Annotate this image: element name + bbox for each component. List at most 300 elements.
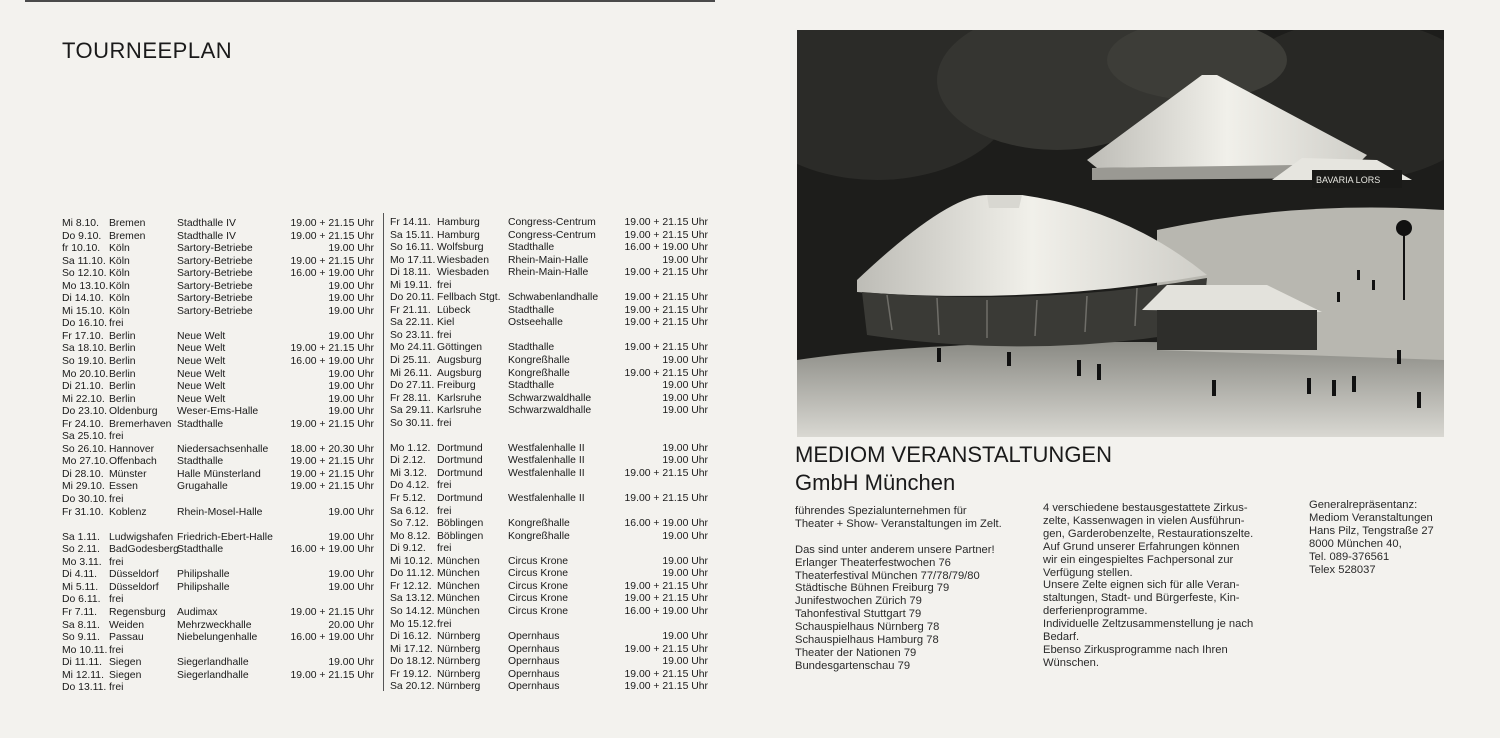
circus-tent-photo — [797, 30, 1444, 437]
schedule-time: 19.00 Uhr — [328, 569, 374, 581]
schedule-row — [62, 620, 374, 633]
schedule-date: Mi 8.10. — [62, 218, 99, 229]
schedule-date: Sa 6.12. — [390, 505, 429, 517]
schedule-time: 19.00 Uhr — [662, 656, 708, 668]
schedule-row — [62, 281, 374, 294]
schedule-venue: Westfalenhalle II — [508, 455, 585, 467]
schedule-time: 19.00 Uhr — [662, 530, 708, 542]
schedule-date: Mo 17.11. — [390, 254, 436, 266]
schedule-venue: Schwarzwaldhalle — [508, 392, 592, 404]
schedule-row — [390, 493, 708, 506]
schedule-city: frei — [109, 682, 124, 694]
schedule-row — [62, 569, 374, 582]
schedule-city: Oldenburg — [109, 406, 158, 418]
schedule-time: 19.00 + 21.15 Uhr — [624, 304, 708, 316]
schedule-gap — [390, 430, 708, 443]
schedule-row — [62, 469, 374, 482]
company-name-line2: GmbH München — [795, 470, 956, 495]
contact-line: Mediom Veranstaltungen — [1309, 511, 1433, 524]
schedule-date: Sa 20.12. — [390, 681, 435, 693]
schedule-row — [62, 670, 374, 683]
schedule-row — [62, 268, 374, 281]
schedule-city: Nürnberg — [437, 681, 481, 693]
schedule-city: Hamburg — [437, 229, 480, 241]
schedule-row — [62, 331, 374, 344]
schedule-city: Münster — [109, 468, 147, 480]
schedule-time: 16.00 + 19.00 Uhr — [290, 356, 374, 368]
schedule-date: Di 4.11. — [62, 569, 98, 581]
schedule-venue: Grugahalle — [177, 481, 228, 493]
page-title: TOURNEEPLAN — [62, 38, 233, 63]
schedule-venue: Neue Welt — [177, 330, 226, 342]
schedule-venue: Stadthalle IV — [177, 218, 236, 229]
schedule-venue: Halle Münsterland — [177, 468, 261, 480]
schedule-row — [62, 444, 374, 457]
schedule-venue: Siegerlandhalle — [177, 669, 249, 681]
schedule-time: 19.00 + 21.15 Uhr — [290, 606, 374, 618]
schedule-row — [62, 607, 374, 620]
schedule-date: Do 18.12. — [390, 656, 436, 668]
schedule-date: Do 13.11. — [62, 682, 107, 694]
schedule-venue: Schwarzwaldhalle — [508, 405, 592, 417]
schedule-date: So 7.12. — [390, 518, 429, 530]
schedule-city: Bremen — [109, 230, 146, 242]
schedule-venue: Rhein-Mosel-Halle — [177, 506, 263, 518]
schedule-time: 19.00 + 21.15 Uhr — [290, 468, 374, 480]
services-line: Auf Grund unserer Erfahrungen können — [1043, 540, 1240, 553]
schedule-row — [390, 593, 708, 606]
schedule-date: Mi 22.10. — [62, 393, 105, 405]
schedule-city: Göttingen — [437, 342, 483, 354]
schedule-row — [62, 632, 374, 645]
schedule-venue: Rhein-Main-Halle — [508, 254, 589, 266]
schedule-city: Berlin — [109, 368, 136, 380]
schedule-row — [62, 507, 374, 520]
schedule-venue: Westfalenhalle II — [508, 442, 585, 454]
schedule-venue: Neue Welt — [177, 393, 226, 405]
schedule-time: 19.00 + 21.15 Uhr — [624, 580, 708, 592]
schedule-city: frei — [437, 279, 452, 291]
schedule-date: Sa 11.10. — [62, 255, 106, 267]
schedule-time: 19.00 + 21.15 Uhr — [290, 456, 374, 468]
schedule-date: Do 20.11. — [390, 292, 435, 304]
schedule-row — [62, 356, 374, 369]
schedule-time: 16.00 + 19.00 Uhr — [624, 242, 708, 254]
schedule-row — [390, 242, 708, 255]
schedule-venue: Opernhaus — [508, 631, 560, 643]
schedule-time: 19.00 + 21.15 Uhr — [290, 218, 374, 229]
schedule-date: Sa 29.11. — [390, 405, 434, 417]
schedule-date: Fr 17.10. — [62, 330, 104, 342]
schedule-city: Offenbach — [109, 456, 157, 468]
schedule-time: 19.00 Uhr — [662, 568, 708, 580]
schedule-city: München — [437, 555, 480, 567]
schedule-date: Mo 10.11. — [62, 644, 108, 656]
schedule-city: Bremerhaven — [109, 418, 172, 430]
schedule-row — [390, 393, 708, 406]
schedule-city: Böblingen — [437, 530, 484, 542]
top-rule — [25, 0, 715, 2]
schedule-date: Do 11.12. — [390, 568, 435, 580]
schedule-date: Mi 29.10. — [62, 481, 105, 493]
schedule-date: Fr 14.11. — [390, 217, 431, 228]
schedule-venue: Sartory-Betriebe — [177, 268, 253, 280]
partner-item: Erlanger Theaterfestwochen 76 — [795, 556, 951, 569]
services-line: Unsere Zelte eignen sich für alle Veran- — [1043, 579, 1240, 592]
schedule-city: Köln — [109, 280, 130, 292]
company-name-line1: MEDIOM VERANSTALTUNGEN — [795, 442, 1112, 467]
schedule-row — [390, 330, 708, 343]
schedule-venue: Neue Welt — [177, 381, 226, 393]
schedule-date: So 26.10. — [62, 443, 107, 455]
schedule-city: Köln — [109, 268, 130, 280]
schedule-row — [390, 217, 708, 230]
schedule-row — [390, 480, 708, 493]
schedule-city: Karlsruhe — [437, 392, 482, 404]
schedule-date: Do 30.10. — [62, 494, 108, 506]
services-line: Ebenso Zirkusprogramme nach Ihren — [1043, 643, 1228, 656]
schedule-time: 19.00 + 21.15 Uhr — [624, 342, 708, 354]
schedule-city: frei — [437, 417, 452, 429]
schedule-city: Berlin — [109, 343, 136, 355]
schedule-city: Essen — [109, 481, 138, 493]
schedule-date: Mo 24.11. — [390, 342, 436, 354]
schedule-city: Siegen — [109, 657, 142, 669]
schedule-date: fr 10.10. — [62, 243, 101, 255]
schedule-city: Berlin — [109, 393, 136, 405]
tent-sign: BAVARIA LORS — [1316, 175, 1381, 185]
schedule-city: Nürnberg — [437, 668, 481, 680]
schedule-city: München — [437, 568, 480, 580]
intro-line: Theater + Show- Veranstaltungen im Zelt. — [795, 517, 1002, 530]
schedule-date: Fr 24.10. — [62, 418, 104, 430]
schedule-venue: Opernhaus — [508, 668, 560, 680]
partners-column — [795, 505, 1002, 673]
schedule-city: frei — [437, 505, 452, 517]
schedule-row — [390, 568, 708, 581]
schedule-city: Berlin — [109, 330, 136, 342]
schedule-time: 19.00 + 21.15 Uhr — [624, 267, 708, 279]
schedule-venue: Circus Krone — [508, 568, 569, 580]
schedule-time: 16.00 + 19.00 Uhr — [290, 632, 374, 644]
schedule-venue: Westfalenhalle II — [508, 493, 585, 505]
schedule-date: Mo 27.10. — [62, 456, 109, 468]
schedule-row — [62, 218, 374, 231]
schedule-date: Mo 15.12. — [390, 618, 437, 630]
schedule-row — [62, 318, 374, 331]
schedule-city: frei — [109, 594, 124, 606]
schedule-time: 19.00 + 21.15 Uhr — [290, 230, 374, 242]
partner-item: Bundesgartenschau 79 — [795, 659, 911, 672]
services-line: staltungen, Stadt- und Bürgerfeste, Kin- — [1043, 592, 1240, 605]
schedule-date: Mi 10.12. — [390, 555, 433, 567]
schedule-date: Do 9.10. — [62, 230, 102, 242]
schedule-date: Di 2.12. — [390, 455, 426, 467]
schedule-city: Dortmund — [437, 455, 483, 467]
schedule-city: frei — [437, 329, 452, 341]
schedule-date: Di 28.10. — [62, 468, 104, 480]
services-column — [1043, 502, 1253, 670]
schedule-time: 19.00 + 21.15 Uhr — [290, 343, 374, 355]
partner-item: Theaterfestival München 77/78/79/80 — [795, 569, 980, 582]
schedule-date: So 19.10. — [62, 356, 107, 368]
company-name — [795, 441, 1112, 497]
schedule-time: 19.00 + 21.15 Uhr — [624, 229, 708, 241]
schedule-city: Hamburg — [437, 217, 480, 228]
schedule-date: Mi 12.11. — [62, 669, 104, 681]
schedule-city: Karlsruhe — [437, 405, 482, 417]
schedule-date: Do 4.12. — [390, 480, 430, 492]
schedule-city: Nürnberg — [437, 656, 481, 668]
schedule-date: Di 9.12. — [390, 543, 426, 555]
services-line: wir ein eingespieltes Fachpersonal zur — [1043, 553, 1234, 566]
schedule-venue: Friedrich-Ebert-Halle — [177, 531, 273, 543]
partner-item: Tahonfestival Stuttgart 79 — [795, 608, 922, 621]
schedule-time: 19.00 Uhr — [328, 293, 374, 305]
schedule-time: 19.00 + 21.15 Uhr — [290, 669, 374, 681]
schedule-city: Koblenz — [109, 506, 147, 518]
schedule-venue: Philipshalle — [177, 581, 230, 593]
schedule-date: So 14.12. — [390, 605, 435, 617]
schedule-city: Wiesbaden — [437, 254, 489, 266]
schedule-venue: Siegerlandhalle — [177, 657, 249, 669]
schedule-row — [390, 681, 708, 694]
schedule-city: Köln — [109, 255, 130, 267]
schedule-city: frei — [437, 618, 452, 630]
schedule-city: Köln — [109, 243, 130, 255]
schedule-row — [390, 531, 708, 544]
schedule-city: Berlin — [109, 381, 136, 393]
schedule-row — [390, 669, 708, 682]
schedule-venue: Opernhaus — [508, 643, 560, 655]
schedule-city: frei — [437, 543, 452, 555]
schedule-row — [390, 644, 708, 657]
schedule-row — [390, 506, 708, 519]
schedule-time: 19.00 Uhr — [662, 555, 708, 567]
schedule-date: So 12.10. — [62, 268, 107, 280]
schedule-row — [62, 657, 374, 670]
schedule-time: 19.00 Uhr — [662, 442, 708, 454]
partners-heading: Das sind unter anderem unsere Partner! — [795, 543, 995, 556]
schedule-column-left — [62, 218, 374, 695]
intro-line: führendes Spezialunternehmen für — [795, 505, 967, 517]
schedule-time: 19.00 Uhr — [662, 631, 708, 643]
contact-line: Generalrepräsentanz: — [1309, 499, 1418, 511]
schedule-time: 19.00 + 21.15 Uhr — [624, 317, 708, 329]
column-divider — [383, 213, 384, 691]
schedule-row — [390, 230, 708, 243]
schedule-city: München — [437, 605, 480, 617]
schedule-row — [62, 231, 374, 244]
schedule-venue: Circus Krone — [508, 555, 569, 567]
schedule-city: Köln — [109, 293, 130, 305]
schedule-row — [390, 619, 708, 632]
schedule-row — [62, 369, 374, 382]
schedule-venue: Stadthalle — [508, 304, 555, 316]
schedule-row — [62, 456, 374, 469]
schedule-time: 19.00 + 21.15 Uhr — [290, 418, 374, 430]
services-line: Wünschen. — [1043, 656, 1099, 669]
schedule-venue: Stadthalle — [177, 418, 224, 430]
schedule-gap — [62, 519, 374, 532]
schedule-city: frei — [437, 480, 452, 492]
schedule-time: 19.00 + 21.15 Uhr — [624, 681, 708, 693]
schedule-date: Fr 5.12. — [390, 493, 426, 505]
schedule-time: 19.00 Uhr — [328, 581, 374, 593]
schedule-row — [62, 682, 374, 695]
schedule-date: Mi 3.12. — [390, 467, 427, 479]
schedule-venue: Sartory-Betriebe — [177, 255, 253, 267]
schedule-date: Di 21.10. — [62, 381, 104, 393]
schedule-date: Sa 1.11. — [62, 531, 100, 543]
schedule-venue: Mehrzweckhalle — [177, 619, 252, 631]
schedule-row — [390, 380, 708, 393]
schedule-city: Augsburg — [437, 367, 482, 379]
schedule-time: 19.00 + 21.15 Uhr — [290, 481, 374, 493]
schedule-venue: Neue Welt — [177, 356, 226, 368]
schedule-city: Siegen — [109, 669, 142, 681]
schedule-row — [390, 581, 708, 594]
contact-telex: Telex 528037 — [1309, 563, 1376, 576]
schedule-row — [390, 631, 708, 644]
schedule-venue: Kongreßhalle — [508, 367, 570, 379]
schedule-venue: Stadthalle — [508, 342, 555, 354]
schedule-city: München — [437, 593, 480, 605]
schedule-time: 19.00 Uhr — [328, 657, 374, 669]
schedule-date: Fr 7.11. — [62, 606, 98, 618]
schedule-time: 19.00 + 21.15 Uhr — [624, 643, 708, 655]
schedule-time: 16.00 + 19.00 Uhr — [624, 605, 708, 617]
schedule-venue: Opernhaus — [508, 656, 560, 668]
schedule-row — [62, 406, 374, 419]
schedule-row — [390, 518, 708, 531]
contact-line: 8000 München 40, — [1309, 537, 1402, 550]
services-line: Individuelle Zeltzusammenstellung je nach — [1043, 618, 1254, 631]
schedule-date: Mi 5.11. — [62, 581, 99, 593]
schedule-time: 19.00 Uhr — [328, 368, 374, 380]
schedule-city: frei — [109, 556, 124, 568]
schedule-date: Mo 20.10. — [62, 368, 109, 380]
schedule-time: 19.00 Uhr — [328, 531, 374, 543]
schedule-venue: Kongreßhalle — [508, 518, 570, 530]
schedule-row — [390, 606, 708, 619]
schedule-date: So 9.11. — [62, 632, 100, 644]
schedule-date: So 16.11. — [390, 242, 434, 254]
schedule-row — [62, 532, 374, 545]
schedule-date: Do 23.10. — [62, 406, 108, 418]
schedule-city: Kiel — [437, 317, 455, 329]
schedule-row — [390, 443, 708, 456]
schedule-venue: Sartory-Betriebe — [177, 280, 253, 292]
services-line: Verfügung stellen. — [1043, 566, 1133, 579]
schedule-venue: Congress-Centrum — [508, 229, 596, 241]
schedule-city: Berlin — [109, 356, 136, 368]
schedule-date: Fr 21.11. — [390, 304, 431, 316]
schedule-city: München — [437, 580, 480, 592]
schedule-row — [62, 381, 374, 394]
schedule-date: So 30.11. — [390, 417, 434, 429]
schedule-row — [390, 455, 708, 468]
schedule-row — [62, 431, 374, 444]
schedule-date: Mi 15.10. — [62, 305, 105, 317]
schedule-venue: Audimax — [177, 606, 218, 618]
schedule-time: 19.00 + 21.15 Uhr — [624, 668, 708, 680]
schedule-row — [390, 405, 708, 418]
schedule-time: 19.00 Uhr — [328, 506, 374, 518]
schedule-city: Ludwigshafen — [109, 531, 174, 543]
schedule-row — [62, 494, 374, 507]
schedule-city: Nürnberg — [437, 631, 481, 643]
schedule-venue: Circus Krone — [508, 593, 569, 605]
schedule-date: Do 16.10. — [62, 318, 108, 330]
schedule-date: Sa 15.11. — [390, 229, 434, 241]
schedule-city: Böblingen — [437, 518, 484, 530]
schedule-date: Fr 28.11. — [390, 392, 431, 404]
schedule-row — [62, 557, 374, 570]
schedule-venue: Westfalenhalle II — [508, 467, 585, 479]
schedule-row — [62, 306, 374, 319]
schedule-date: Fr 12.12. — [390, 580, 432, 592]
schedule-date: Di 11.11. — [62, 657, 103, 669]
schedule-row — [62, 343, 374, 356]
schedule-city: Fellbach Stgt. — [437, 292, 501, 304]
schedule-venue: Niedersachsenhalle — [177, 443, 269, 455]
partner-item: Städtische Bühnen Freiburg 79 — [795, 582, 950, 595]
schedule-row — [390, 342, 708, 355]
schedule-date: Mo 1.12. — [390, 442, 431, 454]
schedule-time: 19.00 Uhr — [328, 305, 374, 317]
schedule-city: frei — [109, 431, 124, 443]
schedule-row — [390, 305, 708, 318]
schedule-venue: Sartory-Betriebe — [177, 243, 253, 255]
schedule-city: BadGodesberg — [109, 544, 179, 556]
schedule-date: Sa 13.12. — [390, 593, 435, 605]
schedule-row — [390, 468, 708, 481]
schedule-city: frei — [109, 644, 124, 656]
partner-item: Theater der Nationen 79 — [795, 646, 917, 659]
schedule-date: Mo 13.10. — [62, 280, 109, 292]
schedule-row — [62, 645, 374, 658]
schedule-date: Fr 19.12. — [390, 668, 432, 680]
schedule-time: 19.00 Uhr — [662, 254, 708, 266]
schedule-venue: Sartory-Betriebe — [177, 293, 253, 305]
schedule-time: 19.00 Uhr — [328, 381, 374, 393]
schedule-date: So 2.11. — [62, 544, 100, 556]
schedule-venue: Ostseehalle — [508, 317, 563, 329]
schedule-date: Do 6.11. — [62, 594, 101, 606]
schedule-row — [390, 418, 708, 431]
contact-column — [1309, 499, 1434, 576]
schedule-city: Düsseldorf — [109, 569, 159, 581]
schedule-time: 19.00 Uhr — [662, 392, 708, 404]
schedule-row — [62, 594, 374, 607]
schedule-row — [390, 317, 708, 330]
schedule-time: 19.00 + 21.15 Uhr — [290, 255, 374, 267]
schedule-row — [62, 256, 374, 269]
schedule-time: 16.00 + 19.00 Uhr — [290, 544, 374, 556]
schedule-venue: Stadthalle — [177, 544, 224, 556]
schedule-time: 19.00 Uhr — [662, 455, 708, 467]
schedule-row — [62, 544, 374, 557]
schedule-row — [390, 556, 708, 569]
schedule-row — [62, 582, 374, 595]
schedule-city: Augsburg — [437, 355, 482, 367]
schedule-venue: Stadthalle — [508, 380, 555, 392]
schedule-city: Dortmund — [437, 442, 483, 454]
schedule-time: 19.00 Uhr — [328, 393, 374, 405]
schedule-row — [390, 255, 708, 268]
schedule-city: Dortmund — [437, 467, 483, 479]
